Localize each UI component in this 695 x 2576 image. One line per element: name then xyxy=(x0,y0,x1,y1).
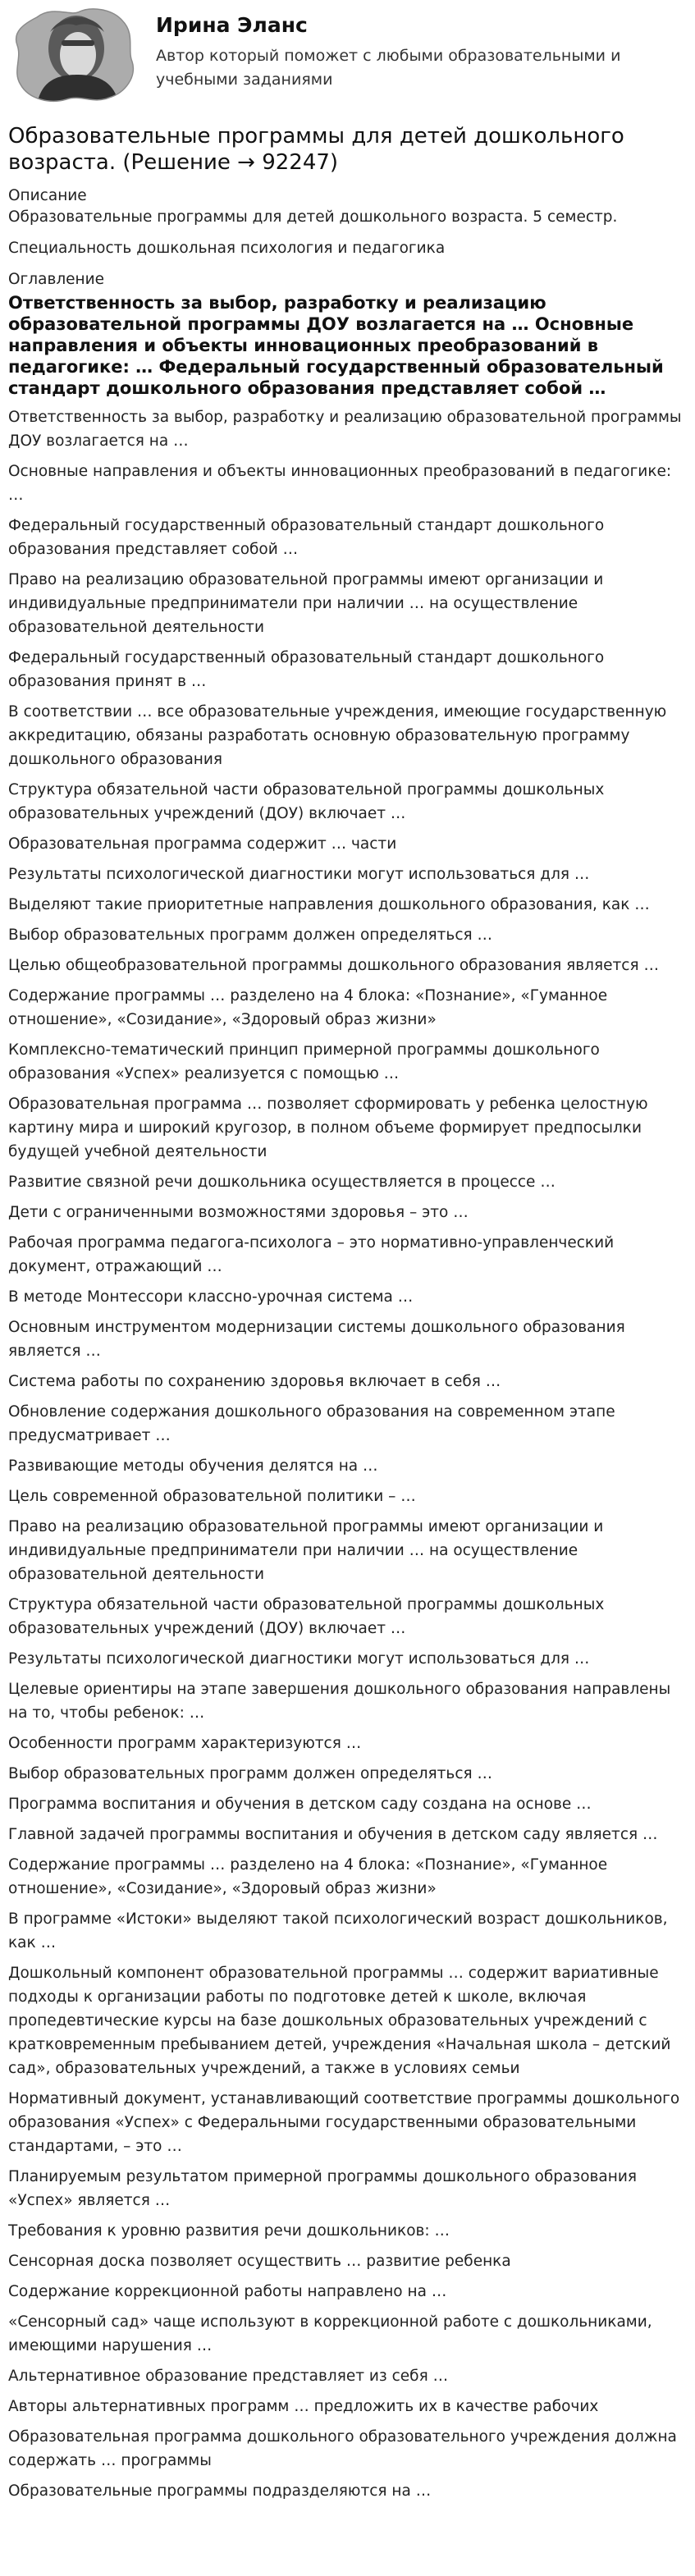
list-item: Авторы альтернативных программ … предложить их в качестве рабочих xyxy=(8,2398,599,2415)
list-item: Развитие связной речи дошкольника осуществляется в процессе … xyxy=(8,1174,556,1191)
list-item: Ответственность за выбор, разработку и реализацию образовательной программы ДОУ возлагается на … xyxy=(8,409,682,450)
list-item: Развивающие методы обучения делятся на … xyxy=(8,1457,378,1475)
list-item: Выделяют такие приоритетные направления дошкольного образования, как … xyxy=(8,896,650,913)
list-item: Планируемым результатом примерной программы дошкольного образования «Успех» является … xyxy=(8,2168,638,2209)
avatar[interactable] xyxy=(10,7,137,105)
list-item: Система работы по сохранению здоровья включает в себя … xyxy=(8,1373,501,1390)
specialty-text: Специальность дошкольная психология и педагогика xyxy=(8,240,446,257)
list-item: Право на реализацию образовательной программы имеют организации и индивидуальные предприниматели при наличии … на осуществление образовательной деятельности xyxy=(8,571,604,636)
list-item: Целевые ориентиры на этапе завершения дошкольного образования направлены на то, чтобы ребенок: … xyxy=(8,1681,671,1722)
list-item: Дети с ограниченными возможностями здоровья – это … xyxy=(8,1204,469,1221)
list-item: Образовательная программа дошкольного образовательного учреждения должна содержать … программы xyxy=(8,2428,677,2469)
list-item: Образовательная программа … позволяет сформировать у ребенка целостную картину мира и широкий кругозор, в полном объеме формирует предпосылки будущей учебной деятельности xyxy=(8,1096,648,1160)
list-item: Образовательные программы подразделяются на … xyxy=(8,2482,432,2500)
list-item: «Сенсорный сад» чаще используют в коррекционной работе с дошкольниками, имеющими нарушения … xyxy=(8,2313,652,2354)
toc-label: Оглавление xyxy=(8,271,105,288)
list-item: В программе «Истоки» выделяют такой психологический возраст дошкольников, как … xyxy=(8,1910,668,1951)
description-text: Образовательные программы для детей дошкольного возраста. 5 семестр. xyxy=(8,208,618,226)
avatar-image xyxy=(12,7,135,104)
list-item: Рабочая программа педагога-психолога – это нормативно-управленческий документ, отражающий … xyxy=(8,1234,615,1275)
author-info xyxy=(156,7,648,92)
toc-title: Ответственность за выбор, разработку и реализацию образовательной программы ДОУ возлагается на … Основные направления и объекты инновационных преобразований в педагогике: … Федеральный государственный образовательный стандарт дошкольного образования представляет собой … xyxy=(8,293,664,398)
list-item: Содержание программы … разделено на 4 блока: «Познание», «Гуманное отношение», «Созидание», «Здоровый образ жизни» xyxy=(8,987,608,1028)
list-item: Структура обязательной части образовательной программы дошкольных образовательных учреждений (ДОУ) включает … xyxy=(8,781,605,822)
list-item: Федеральный государственный образовательный стандарт дошкольного образования принят в … xyxy=(8,649,605,690)
list-item: Результаты психологической диагностики могут использоваться для … xyxy=(8,866,590,883)
list-item: Основные направления и объекты инновационных преобразований в педагогике: … xyxy=(8,463,672,504)
list-item: Целью общеобразовательной программы дошкольного образования является … xyxy=(8,957,659,974)
list-item: Особенности программ характеризуются … xyxy=(8,1735,362,1752)
list-item: Сенсорная доска позволяет осуществить … развитие ребенка xyxy=(8,2253,511,2270)
list-item: Цель современной образовательной политики – … xyxy=(8,1488,416,1505)
author-name[interactable]: Ирина Эланс xyxy=(156,13,308,37)
list-item: Структура обязательной части образовательной программы дошкольных образовательных учреждений (ДОУ) включает … xyxy=(8,1596,605,1637)
page-title: Образовательные программы для детей дошкольного возраста. (Решение → 92247) xyxy=(8,124,624,175)
list-item: В методе Монтессори классно-урочная система … xyxy=(8,1288,414,1306)
author-description: Автор который поможет с любыми образовательными и учебными заданиями xyxy=(156,47,621,89)
question-list xyxy=(8,405,685,2503)
list-item: Выбор образовательных программ должен определяться … xyxy=(8,1765,493,1782)
author-header xyxy=(8,0,685,112)
list-item: Право на реализацию образовательной программы имеют организации и индивидуальные предприниматели при наличии … на осуществление образовательной деятельности xyxy=(8,1518,604,1583)
list-item: Комплексно-тематический принцип примерной программы дошкольного образования «Успех» реализуется с помощью … xyxy=(8,1041,600,1082)
list-item: Содержание коррекционной работы направлено на … xyxy=(8,2283,447,2300)
list-item: Выбор образовательных программ должен определяться … xyxy=(8,927,493,944)
list-item: Альтернативное образование представляет из себя … xyxy=(8,2368,449,2385)
list-item: Нормативный документ, устанавливающий соответствие программы дошкольного образования «Успех» с Федеральными государственными образовательными стандартами, – это … xyxy=(8,2090,680,2155)
list-item: Результаты психологической диагностики могут использоваться для … xyxy=(8,1650,590,1668)
list-item: Дошкольный компонент образовательной программы … содержит вариативные подходы к организации работы по подготовке детей к школе, включая пропедевтические курсы на базе дошкольных образовательных учреждений с кратковременным пребыванием детей, учреждения «Начальная школа – детский сад», образовательных учреждений, а также в условиях семьи xyxy=(8,1965,671,2077)
description-label: Описание xyxy=(8,187,87,204)
list-item: Содержание программы … разделено на 4 блока: «Познание», «Гуманное отношение», «Созидание», «Здоровый образ жизни» xyxy=(8,1856,608,1897)
list-item: Требования к уровню развития речи дошкольников: … xyxy=(8,2222,450,2240)
list-item: Образовательная программа содержит … части xyxy=(8,835,397,853)
list-item: В соответствии … все образовательные учреждения, имеющие государственную аккредитацию, обязаны разработать основную образовательную программу дошкольного образования xyxy=(8,703,667,768)
list-item: Главной задачей программы воспитания и обучения в детском саду является … xyxy=(8,1826,658,1843)
list-item: Основным инструментом модернизации системы дошкольного образования является … xyxy=(8,1319,625,1360)
list-item: Федеральный государственный образовательный стандарт дошкольного образования представляет собой … xyxy=(8,517,605,558)
list-item: Программа воспитания и обучения в детском саду создана на основе … xyxy=(8,1796,592,1813)
list-item: Обновление содержания дошкольного образования на современном этапе предусматривает … xyxy=(8,1403,615,1444)
